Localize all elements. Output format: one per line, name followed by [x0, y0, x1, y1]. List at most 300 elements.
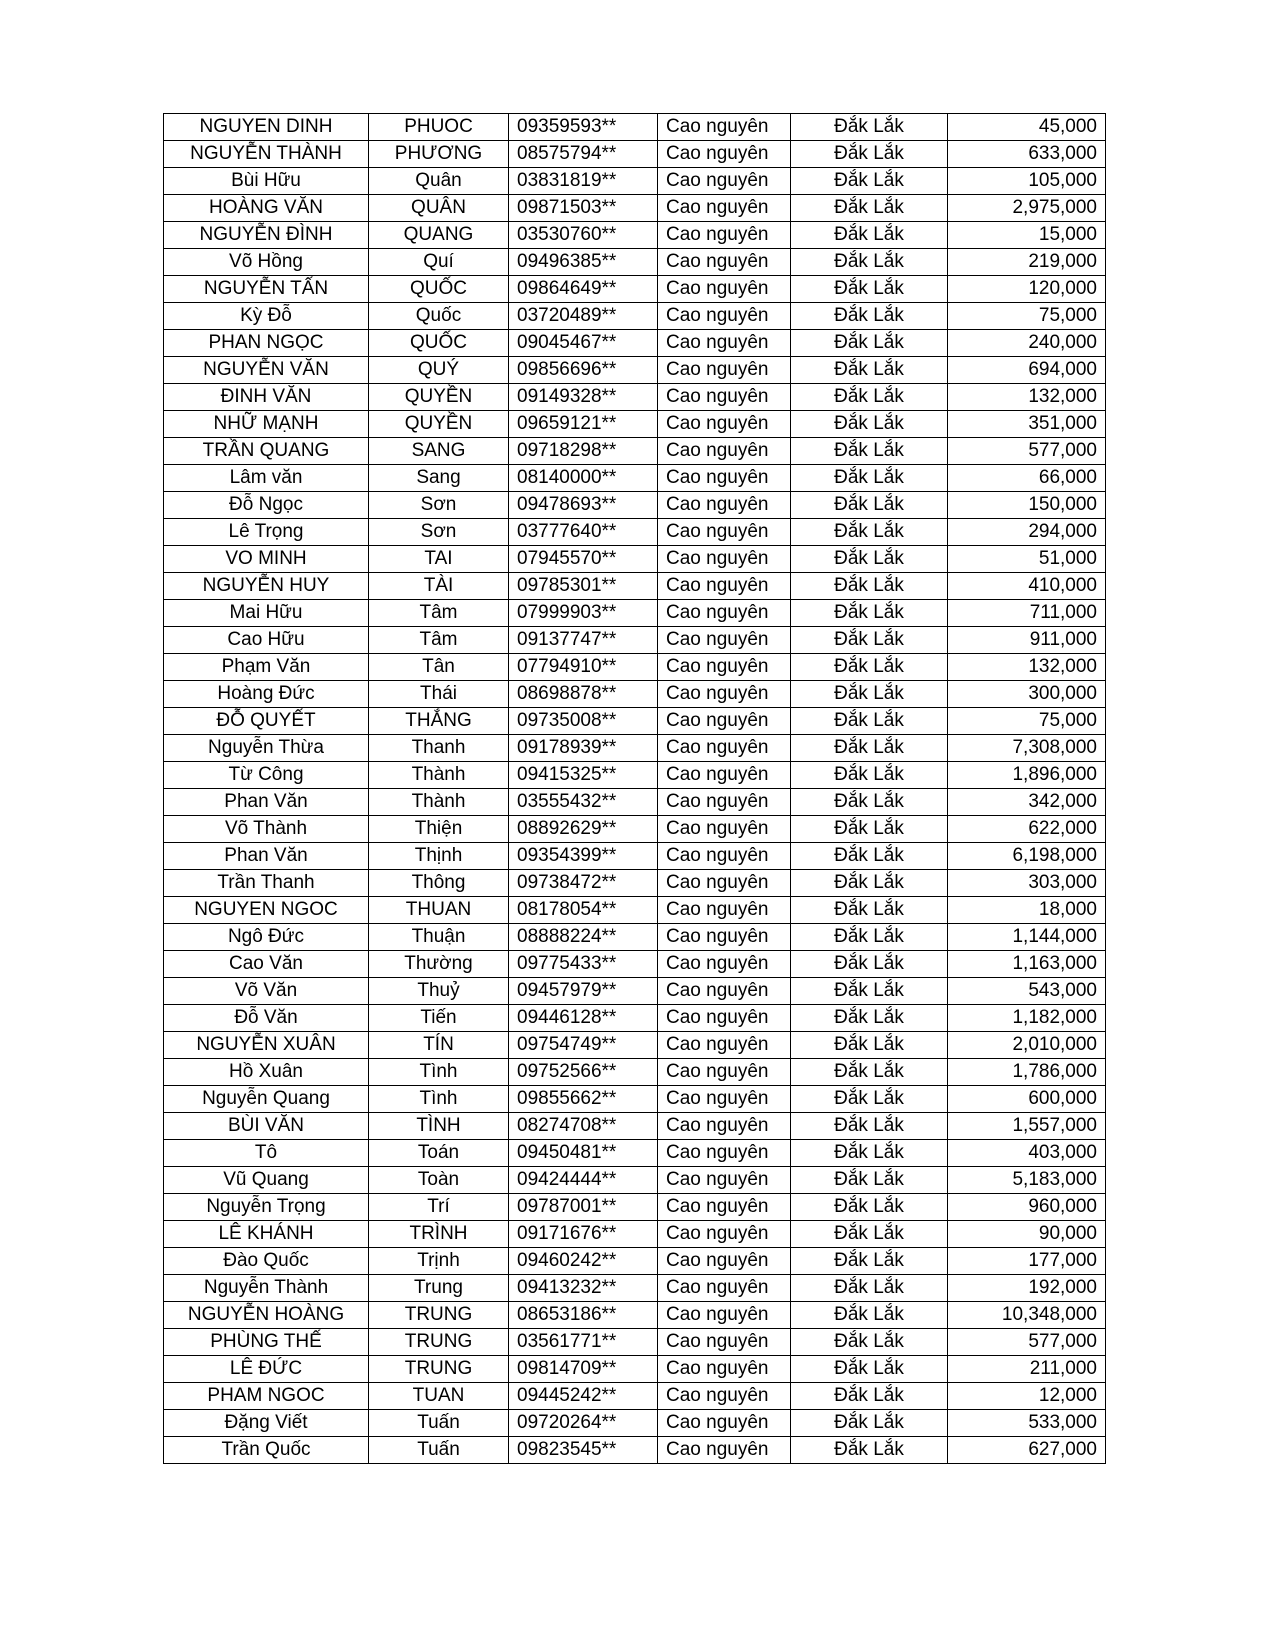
phone-cell: 08698878**	[509, 681, 658, 708]
given-name-cell: Thuỷ	[369, 978, 509, 1005]
region-cell: Cao nguyên	[658, 1383, 791, 1410]
region-cell: Cao nguyên	[658, 1410, 791, 1437]
province-cell: Đắk Lắk	[791, 249, 948, 276]
given-name-cell: Sơn	[369, 519, 509, 546]
amount-cell: 711,000	[948, 600, 1106, 627]
given-name-cell: QUYỀN	[369, 384, 509, 411]
region-cell: Cao nguyên	[658, 1302, 791, 1329]
amount-cell: 219,000	[948, 249, 1106, 276]
province-cell: Đắk Lắk	[791, 870, 948, 897]
family-name-cell: Đặng Viết	[164, 1410, 369, 1437]
region-cell: Cao nguyên	[658, 141, 791, 168]
phone-cell: 09446128**	[509, 1005, 658, 1032]
phone-cell: 07945570**	[509, 546, 658, 573]
phone-cell: 09659121**	[509, 411, 658, 438]
table-row	[164, 1221, 1106, 1248]
table-row	[164, 168, 1106, 195]
region-cell: Cao nguyên	[658, 978, 791, 1005]
region-cell: Cao nguyên	[658, 519, 791, 546]
phone-cell: 09137747**	[509, 627, 658, 654]
given-name-cell: QUÂN	[369, 195, 509, 222]
phone-cell: 09752566**	[509, 1059, 658, 1086]
province-cell: Đắk Lắk	[791, 1302, 948, 1329]
table-row	[164, 1302, 1106, 1329]
region-cell: Cao nguyên	[658, 627, 791, 654]
given-name-cell: Tuấn	[369, 1410, 509, 1437]
phone-cell: 08653186**	[509, 1302, 658, 1329]
region-cell: Cao nguyên	[658, 438, 791, 465]
family-name-cell: Hoàng Đức	[164, 681, 369, 708]
province-cell: Đắk Lắk	[791, 411, 948, 438]
given-name-cell: Thành	[369, 789, 509, 816]
province-cell: Đắk Lắk	[791, 1329, 948, 1356]
family-name-cell: Phan Văn	[164, 789, 369, 816]
phone-cell: 03530760**	[509, 222, 658, 249]
region-cell: Cao nguyên	[658, 816, 791, 843]
region-cell: Cao nguyên	[658, 1167, 791, 1194]
amount-cell: 543,000	[948, 978, 1106, 1005]
table-row	[164, 330, 1106, 357]
amount-cell: 1,144,000	[948, 924, 1106, 951]
phone-cell: 09354399**	[509, 843, 658, 870]
table-row	[164, 492, 1106, 519]
region-cell: Cao nguyên	[658, 843, 791, 870]
family-name-cell: PHÙNG THẾ	[164, 1329, 369, 1356]
table-row	[164, 1167, 1106, 1194]
phone-cell: 09775433**	[509, 951, 658, 978]
amount-cell: 410,000	[948, 573, 1106, 600]
amount-cell: 7,308,000	[948, 735, 1106, 762]
given-name-cell: SANG	[369, 438, 509, 465]
phone-cell: 09735008**	[509, 708, 658, 735]
province-cell: Đắk Lắk	[791, 330, 948, 357]
region-cell: Cao nguyên	[658, 735, 791, 762]
region-cell: Cao nguyên	[658, 1356, 791, 1383]
family-name-cell: Cao Hữu	[164, 627, 369, 654]
region-cell: Cao nguyên	[658, 303, 791, 330]
region-cell: Cao nguyên	[658, 897, 791, 924]
phone-cell: 09460242**	[509, 1248, 658, 1275]
region-cell: Cao nguyên	[658, 654, 791, 681]
phone-cell: 09424444**	[509, 1167, 658, 1194]
region-cell: Cao nguyên	[658, 330, 791, 357]
region-cell: Cao nguyên	[658, 681, 791, 708]
table-row	[164, 681, 1106, 708]
amount-cell: 1,557,000	[948, 1113, 1106, 1140]
table-row	[164, 384, 1106, 411]
amount-cell: 150,000	[948, 492, 1106, 519]
amount-cell: 6,198,000	[948, 843, 1106, 870]
phone-cell: 08575794**	[509, 141, 658, 168]
phone-cell: 09413232**	[509, 1275, 658, 1302]
amount-cell: 600,000	[948, 1086, 1106, 1113]
phone-cell: 09785301**	[509, 573, 658, 600]
given-name-cell: Tuấn	[369, 1437, 509, 1464]
given-name-cell: TRUNG	[369, 1356, 509, 1383]
given-name-cell: QUỐC	[369, 276, 509, 303]
amount-cell: 90,000	[948, 1221, 1106, 1248]
given-name-cell: Tình	[369, 1086, 509, 1113]
given-name-cell: Quốc	[369, 303, 509, 330]
amount-cell: 132,000	[948, 384, 1106, 411]
table-row	[164, 1113, 1106, 1140]
province-cell: Đắk Lắk	[791, 1356, 948, 1383]
region-cell: Cao nguyên	[658, 1329, 791, 1356]
given-name-cell: TÍN	[369, 1032, 509, 1059]
province-cell: Đắk Lắk	[791, 303, 948, 330]
phone-cell: 03831819**	[509, 168, 658, 195]
province-cell: Đắk Lắk	[791, 168, 948, 195]
table-row	[164, 762, 1106, 789]
amount-cell: 533,000	[948, 1410, 1106, 1437]
amount-cell: 132,000	[948, 654, 1106, 681]
province-cell: Đắk Lắk	[791, 546, 948, 573]
given-name-cell: Trịnh	[369, 1248, 509, 1275]
amount-cell: 105,000	[948, 168, 1106, 195]
given-name-cell: Toàn	[369, 1167, 509, 1194]
table-row	[164, 114, 1106, 141]
table-row	[164, 141, 1106, 168]
province-cell: Đắk Lắk	[791, 924, 948, 951]
family-name-cell: Cao Văn	[164, 951, 369, 978]
region-cell: Cao nguyên	[658, 600, 791, 627]
amount-cell: 633,000	[948, 141, 1106, 168]
region-cell: Cao nguyên	[658, 708, 791, 735]
amount-cell: 120,000	[948, 276, 1106, 303]
given-name-cell: QUYỀN	[369, 411, 509, 438]
province-cell: Đắk Lắk	[791, 519, 948, 546]
amount-cell: 12,000	[948, 1383, 1106, 1410]
table-row	[164, 195, 1106, 222]
province-cell: Đắk Lắk	[791, 1194, 948, 1221]
region-cell: Cao nguyên	[658, 222, 791, 249]
family-name-cell: TRẦN QUANG	[164, 438, 369, 465]
table-row	[164, 870, 1106, 897]
region-cell: Cao nguyên	[658, 1005, 791, 1032]
family-name-cell: Phan Văn	[164, 843, 369, 870]
family-name-cell: Bùi Hữu	[164, 168, 369, 195]
region-cell: Cao nguyên	[658, 870, 791, 897]
province-cell: Đắk Lắk	[791, 1437, 948, 1464]
region-cell: Cao nguyên	[658, 546, 791, 573]
province-cell: Đắk Lắk	[791, 384, 948, 411]
family-name-cell: LÊ ĐỨC	[164, 1356, 369, 1383]
province-cell: Đắk Lắk	[791, 465, 948, 492]
table-row	[164, 1032, 1106, 1059]
region-cell: Cao nguyên	[658, 1113, 791, 1140]
family-name-cell: Hồ Xuân	[164, 1059, 369, 1086]
table-row	[164, 276, 1106, 303]
family-name-cell: Võ Văn	[164, 978, 369, 1005]
phone-cell: 09856696**	[509, 357, 658, 384]
region-cell: Cao nguyên	[658, 789, 791, 816]
table-row	[164, 222, 1106, 249]
table-row	[164, 897, 1106, 924]
table-row	[164, 1248, 1106, 1275]
given-name-cell: Tâm	[369, 627, 509, 654]
given-name-cell: Thanh	[369, 735, 509, 762]
given-name-cell: Tân	[369, 654, 509, 681]
table-row	[164, 1086, 1106, 1113]
phone-cell: 07999903**	[509, 600, 658, 627]
region-cell: Cao nguyên	[658, 1140, 791, 1167]
amount-cell: 2,010,000	[948, 1032, 1106, 1059]
table-row	[164, 816, 1106, 843]
province-cell: Đắk Lắk	[791, 708, 948, 735]
phone-cell: 09754749**	[509, 1032, 658, 1059]
given-name-cell: Thuận	[369, 924, 509, 951]
region-cell: Cao nguyên	[658, 195, 791, 222]
given-name-cell: Quân	[369, 168, 509, 195]
given-name-cell: Thái	[369, 681, 509, 708]
family-name-cell: Phạm Văn	[164, 654, 369, 681]
province-cell: Đắk Lắk	[791, 789, 948, 816]
family-name-cell: LÊ KHÁNH	[164, 1221, 369, 1248]
table-row	[164, 519, 1106, 546]
region-cell: Cao nguyên	[658, 1437, 791, 1464]
given-name-cell: Trung	[369, 1275, 509, 1302]
given-name-cell: Sang	[369, 465, 509, 492]
family-name-cell: Trần Thanh	[164, 870, 369, 897]
family-name-cell: NGUYỄN TẤN	[164, 276, 369, 303]
province-cell: Đắk Lắk	[791, 1383, 948, 1410]
table-row	[164, 303, 1106, 330]
family-name-cell: Đỗ Văn	[164, 1005, 369, 1032]
table-row	[164, 1356, 1106, 1383]
region-cell: Cao nguyên	[658, 492, 791, 519]
table-body	[164, 114, 1106, 1464]
region-cell: Cao nguyên	[658, 1275, 791, 1302]
region-cell: Cao nguyên	[658, 465, 791, 492]
phone-cell: 09871503**	[509, 195, 658, 222]
family-name-cell: PHAN NGỌC	[164, 330, 369, 357]
province-cell: Đắk Lắk	[791, 654, 948, 681]
table-row	[164, 654, 1106, 681]
region-cell: Cao nguyên	[658, 1032, 791, 1059]
family-name-cell: Nguyễn Thừa	[164, 735, 369, 762]
amount-cell: 342,000	[948, 789, 1106, 816]
table-row	[164, 1437, 1106, 1464]
phone-cell: 09864649**	[509, 276, 658, 303]
family-name-cell: Đào Quốc	[164, 1248, 369, 1275]
table-row	[164, 1059, 1106, 1086]
given-name-cell: TUAN	[369, 1383, 509, 1410]
amount-cell: 18,000	[948, 897, 1106, 924]
amount-cell: 694,000	[948, 357, 1106, 384]
phone-cell: 08178054**	[509, 897, 658, 924]
province-cell: Đắk Lắk	[791, 1410, 948, 1437]
family-name-cell: Tô	[164, 1140, 369, 1167]
region-cell: Cao nguyên	[658, 1248, 791, 1275]
family-name-cell: NGUYỄN HUY	[164, 573, 369, 600]
family-name-cell: ĐỖ QUYẾT	[164, 708, 369, 735]
amount-cell: 622,000	[948, 816, 1106, 843]
amount-cell: 45,000	[948, 114, 1106, 141]
given-name-cell: Sơn	[369, 492, 509, 519]
amount-cell: 2,975,000	[948, 195, 1106, 222]
province-cell: Đắk Lắk	[791, 492, 948, 519]
province-cell: Đắk Lắk	[791, 1032, 948, 1059]
phone-cell: 09415325**	[509, 762, 658, 789]
family-name-cell: Ngô Đức	[164, 924, 369, 951]
table-row	[164, 438, 1106, 465]
given-name-cell: Tâm	[369, 600, 509, 627]
table-row	[164, 1410, 1106, 1437]
region-cell: Cao nguyên	[658, 276, 791, 303]
table-row	[164, 789, 1106, 816]
province-cell: Đắk Lắk	[791, 1140, 948, 1167]
table-row	[164, 1140, 1106, 1167]
phone-cell: 09171676**	[509, 1221, 658, 1248]
phone-cell: 08274708**	[509, 1113, 658, 1140]
province-cell: Đắk Lắk	[791, 600, 948, 627]
table-row	[164, 546, 1106, 573]
family-name-cell: Nguyễn Trọng	[164, 1194, 369, 1221]
region-cell: Cao nguyên	[658, 1221, 791, 1248]
table-row	[164, 600, 1106, 627]
phone-cell: 09823545**	[509, 1437, 658, 1464]
amount-cell: 177,000	[948, 1248, 1106, 1275]
phone-cell: 09738472**	[509, 870, 658, 897]
province-cell: Đắk Lắk	[791, 222, 948, 249]
province-cell: Đắk Lắk	[791, 978, 948, 1005]
region-cell: Cao nguyên	[658, 924, 791, 951]
table-row	[164, 951, 1106, 978]
given-name-cell: TRUNG	[369, 1329, 509, 1356]
amount-cell: 1,182,000	[948, 1005, 1106, 1032]
table-row	[164, 573, 1106, 600]
given-name-cell: Toán	[369, 1140, 509, 1167]
given-name-cell: PHUOC	[369, 114, 509, 141]
family-name-cell: NGUYEN NGOC	[164, 897, 369, 924]
given-name-cell: TAI	[369, 546, 509, 573]
family-name-cell: NGUYỄN XUÂN	[164, 1032, 369, 1059]
province-cell: Đắk Lắk	[791, 897, 948, 924]
province-cell: Đắk Lắk	[791, 1113, 948, 1140]
phone-cell: 09178939**	[509, 735, 658, 762]
table-row	[164, 465, 1106, 492]
table-row	[164, 843, 1106, 870]
amount-cell: 15,000	[948, 222, 1106, 249]
region-cell: Cao nguyên	[658, 1194, 791, 1221]
region-cell: Cao nguyên	[658, 573, 791, 600]
phone-cell: 09149328**	[509, 384, 658, 411]
phone-cell: 08888224**	[509, 924, 658, 951]
given-name-cell: Thịnh	[369, 843, 509, 870]
amount-cell: 10,348,000	[948, 1302, 1106, 1329]
family-name-cell: Nguyễn Quang	[164, 1086, 369, 1113]
amount-cell: 75,000	[948, 303, 1106, 330]
phone-cell: 09720264**	[509, 1410, 658, 1437]
given-name-cell: Thông	[369, 870, 509, 897]
given-name-cell: Thường	[369, 951, 509, 978]
given-name-cell: Tiến	[369, 1005, 509, 1032]
phone-cell: 09457979**	[509, 978, 658, 1005]
given-name-cell: TRUNG	[369, 1302, 509, 1329]
province-cell: Đắk Lắk	[791, 735, 948, 762]
family-name-cell: NHỮ MẠNH	[164, 411, 369, 438]
phone-cell: 03777640**	[509, 519, 658, 546]
province-cell: Đắk Lắk	[791, 1167, 948, 1194]
phone-cell: 03555432**	[509, 789, 658, 816]
family-name-cell: Vũ Quang	[164, 1167, 369, 1194]
province-cell: Đắk Lắk	[791, 1275, 948, 1302]
province-cell: Đắk Lắk	[791, 1248, 948, 1275]
phone-cell: 07794910**	[509, 654, 658, 681]
amount-cell: 300,000	[948, 681, 1106, 708]
family-name-cell: PHAM NGOC	[164, 1383, 369, 1410]
table-row	[164, 249, 1106, 276]
family-name-cell: NGUYỄN ĐÌNH	[164, 222, 369, 249]
table-row	[164, 1005, 1106, 1032]
province-cell: Đắk Lắk	[791, 114, 948, 141]
amount-cell: 1,163,000	[948, 951, 1106, 978]
family-name-cell: Nguyễn Thành	[164, 1275, 369, 1302]
given-name-cell: QUỐC	[369, 330, 509, 357]
region-cell: Cao nguyên	[658, 168, 791, 195]
family-name-cell: Kỳ Đỗ	[164, 303, 369, 330]
family-name-cell: NGUYEN DINH	[164, 114, 369, 141]
amount-cell: 403,000	[948, 1140, 1106, 1167]
given-name-cell: Thiện	[369, 816, 509, 843]
phone-cell: 03720489**	[509, 303, 658, 330]
phone-cell: 08892629**	[509, 816, 658, 843]
table-row	[164, 411, 1106, 438]
province-cell: Đắk Lắk	[791, 1059, 948, 1086]
amount-cell: 66,000	[948, 465, 1106, 492]
table-row	[164, 1329, 1106, 1356]
province-cell: Đắk Lắk	[791, 843, 948, 870]
region-cell: Cao nguyên	[658, 1059, 791, 1086]
amount-cell: 51,000	[948, 546, 1106, 573]
family-name-cell: BÙI VĂN	[164, 1113, 369, 1140]
phone-cell: 09359593**	[509, 114, 658, 141]
given-name-cell: THUAN	[369, 897, 509, 924]
phone-cell: 09814709**	[509, 1356, 658, 1383]
amount-cell: 211,000	[948, 1356, 1106, 1383]
region-cell: Cao nguyên	[658, 357, 791, 384]
amount-cell: 75,000	[948, 708, 1106, 735]
family-name-cell: Đỗ Ngọc	[164, 492, 369, 519]
family-name-cell: NGUYỄN HOÀNG	[164, 1302, 369, 1329]
province-cell: Đắk Lắk	[791, 762, 948, 789]
amount-cell: 1,896,000	[948, 762, 1106, 789]
province-cell: Đắk Lắk	[791, 276, 948, 303]
family-name-cell: Mai Hữu	[164, 600, 369, 627]
amount-cell: 5,183,000	[948, 1167, 1106, 1194]
given-name-cell: Thành	[369, 762, 509, 789]
table-row	[164, 1194, 1106, 1221]
family-name-cell: Lê Trọng	[164, 519, 369, 546]
province-cell: Đắk Lắk	[791, 1086, 948, 1113]
donor-table	[163, 113, 1106, 1464]
phone-cell: 09450481**	[509, 1140, 658, 1167]
given-name-cell: QUÝ	[369, 357, 509, 384]
province-cell: Đắk Lắk	[791, 438, 948, 465]
province-cell: Đắk Lắk	[791, 681, 948, 708]
given-name-cell: THẮNG	[369, 708, 509, 735]
region-cell: Cao nguyên	[658, 384, 791, 411]
phone-cell: 09045467**	[509, 330, 658, 357]
given-name-cell: Trí	[369, 1194, 509, 1221]
amount-cell: 627,000	[948, 1437, 1106, 1464]
phone-cell: 03561771**	[509, 1329, 658, 1356]
amount-cell: 294,000	[948, 519, 1106, 546]
given-name-cell: QUANG	[369, 222, 509, 249]
amount-cell: 960,000	[948, 1194, 1106, 1221]
region-cell: Cao nguyên	[658, 1086, 791, 1113]
province-cell: Đắk Lắk	[791, 1221, 948, 1248]
